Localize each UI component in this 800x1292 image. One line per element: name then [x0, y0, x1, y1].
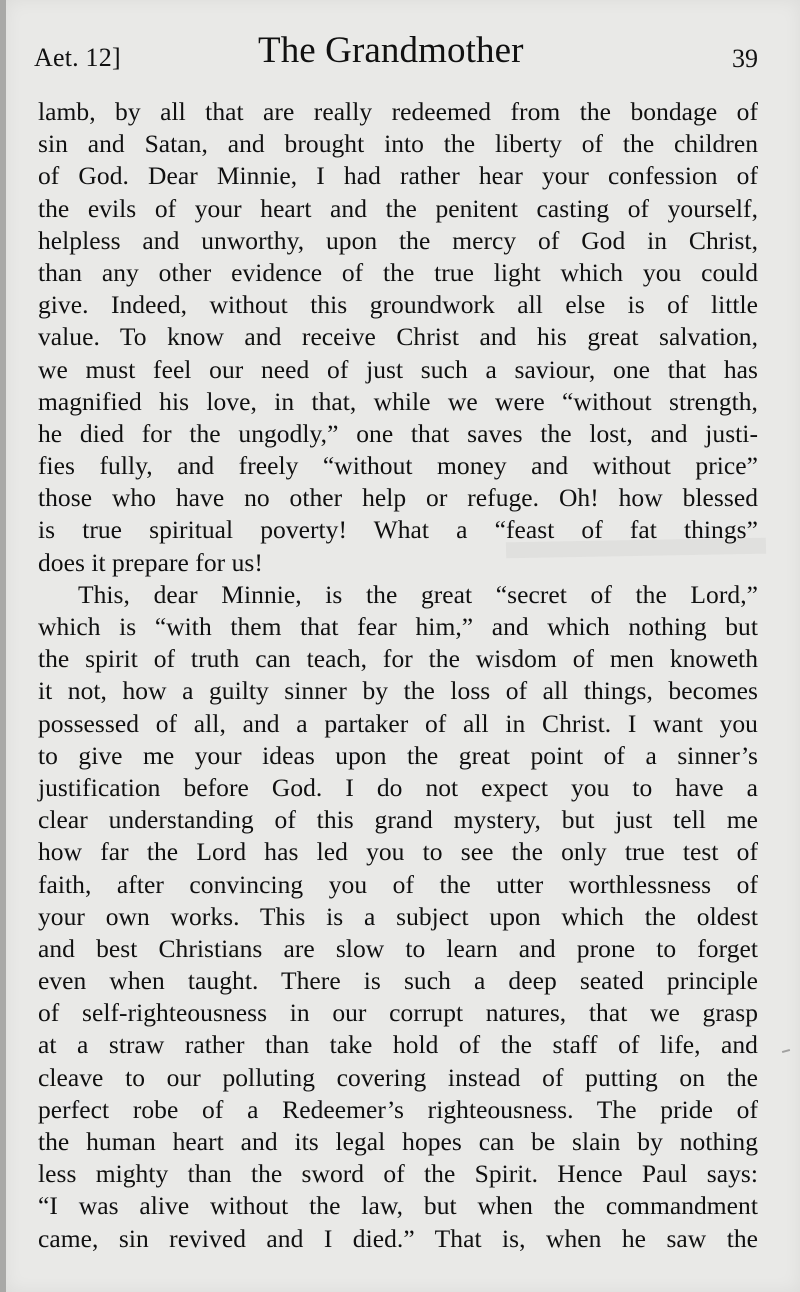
- text-line: perfect robe of a Redeemer’s righteousness. The pride of: [38, 1094, 758, 1124]
- text-line: lamb, by all that are really redeemed from the bondage of: [38, 97, 758, 126]
- text-line: give. Indeed, without this groundwork all else is of little: [38, 290, 758, 320]
- text-line: your own works. This is a subject upon which the oldest: [38, 901, 758, 931]
- text-line: he died for the ungodly,” one that saves the lost, and justi-: [38, 418, 758, 448]
- text-line: at a straw rather than take hold of the staff of life, and: [38, 1030, 758, 1060]
- text-line: the evils of your heart and the penitent casting of yourself,: [38, 193, 758, 223]
- text-line: less mighty than the sword of the Spirit. Hence Paul says:: [38, 1159, 758, 1189]
- text-line: of God. Dear Minnie, I had rather hear your confession of: [38, 161, 758, 191]
- text-line: how far the Lord has led you to see the only true test of: [38, 837, 758, 867]
- text-line: value. To know and receive Christ and his great salvation,: [38, 322, 758, 352]
- text-line: the human heart and its legal hopes can be slain by nothing: [38, 1127, 758, 1156]
- page-title: The Grandmother: [258, 30, 524, 71]
- margin-mark: [782, 1049, 790, 1053]
- text-line: clear understanding of this grand mystery, but just tell me: [38, 805, 758, 835]
- text-line: those who have no other help or refuge. Oh! how blessed: [38, 483, 758, 513]
- text-line: we must feel our need of just such a saviour, one that has: [38, 354, 758, 384]
- page-number: 39: [732, 44, 758, 73]
- text-line: to give me your ideas upon the great point of a sinner’s: [38, 740, 758, 770]
- text-line: is true spiritual poverty! What a “feast of fat things”: [38, 515, 758, 545]
- text-line: sin and Satan, and brought into the liberty of the children: [38, 129, 758, 159]
- text-line: than any other evidence of the true light which you could: [38, 257, 758, 287]
- paragraph-end-line: does it prepare for us!: [38, 547, 263, 577]
- text-line: cleave to our polluting covering instead of putting on the: [38, 1062, 758, 1092]
- text-line: magnified his love, in that, while we were “without strength,: [38, 386, 758, 416]
- text-line: even when taught. There is such a deep seated principle: [38, 966, 758, 996]
- text-line: and best Christians are slow to learn and prone to forget: [38, 933, 758, 963]
- page-header: [34, 26, 758, 86]
- text-line: fies fully, and freely “without money and without price”: [38, 451, 758, 481]
- text-line: possessed of all, and a partaker of all in Christ. I want you: [38, 708, 758, 738]
- text-line: faith, after convincing you of the utter worthlessness of: [38, 869, 758, 899]
- text-line: helpless and unworthy, upon the mercy of God in Christ,: [38, 225, 758, 255]
- text-line: “I was alive without the law, but when the commandment: [38, 1191, 758, 1221]
- text-line: it not, how a guilty sinner by the loss of all things, becomes: [38, 676, 758, 706]
- running-head: Aet. 12]: [34, 43, 121, 72]
- text-line: came, sin revived and I died.” That is, when he saw the: [38, 1223, 758, 1253]
- paragraph-start-line: This, dear Minnie, is the great “secret of the Lord,”: [78, 579, 758, 609]
- text-line: of self-righteousness in our corrupt natures, that we grasp: [38, 998, 758, 1028]
- text-line: which is “with them that fear him,” and which nothing but: [38, 612, 758, 641]
- text-line: justification before God. I do not expect you to have a: [38, 772, 758, 802]
- body-text: [38, 96, 758, 1255]
- text-line: the spirit of truth can teach, for the wisdom of men knoweth: [38, 644, 758, 674]
